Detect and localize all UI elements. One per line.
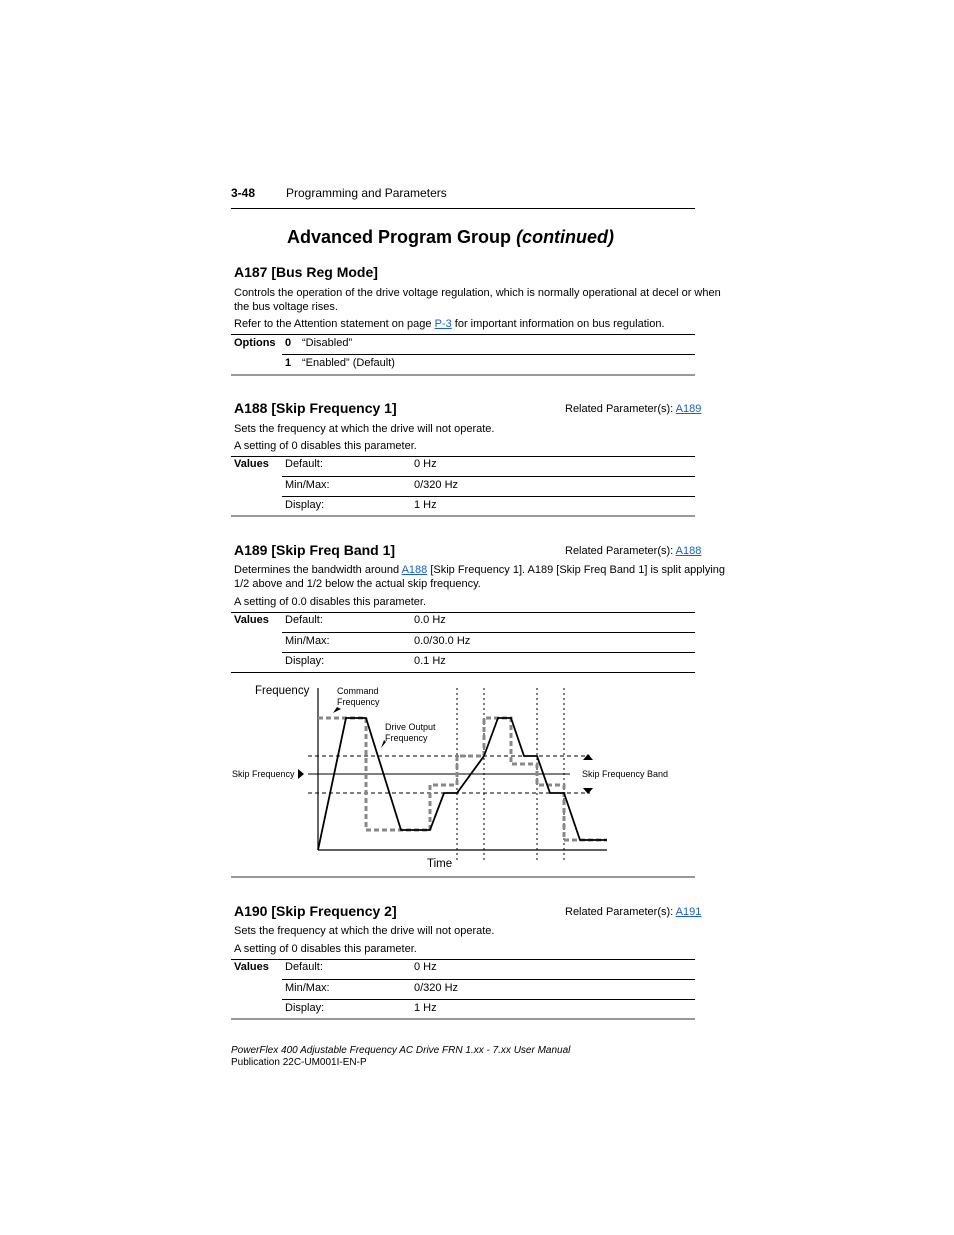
band-up-arrow-icon (583, 754, 593, 760)
a190-related-label: Related Parameter(s): (565, 906, 674, 918)
a188-desc-line1: Sets the frequency at which the drive will not operate. (234, 423, 495, 435)
a190-heading: A190 [Skip Frequency 2] (234, 903, 397, 919)
a190-value-val: 1 Hz (414, 1002, 437, 1014)
a189-value-key: Default: (285, 614, 323, 626)
diagram-y-label: Frequency (255, 685, 310, 697)
command-label-line1: Command (337, 686, 379, 696)
a190-value-key: Display: (285, 1002, 325, 1014)
a189-value-key: Min/Max: (285, 635, 330, 647)
skip-frequency-pointer-icon (298, 769, 304, 779)
page-number: 3-48 (231, 186, 256, 200)
a189-value-val: 0.0/30.0 Hz (414, 635, 471, 647)
a189-value-val: 0.1 Hz (414, 655, 446, 667)
a187-heading: A187 [Bus Reg Mode] (234, 264, 378, 280)
footer-publication: Publication 22C-UM001I-EN-P (231, 1057, 367, 1068)
diagram-command-label (337, 686, 380, 708)
a190-desc-line1: Sets the frequency at which the drive will not operate. (234, 925, 495, 937)
a188-desc-line2: A setting of 0 disables this parameter. (234, 440, 417, 452)
a190-related-link[interactable]: A191 (675, 906, 702, 918)
a190-value-val: 0 Hz (414, 961, 437, 973)
a188-related-label: Related Parameter(s): (565, 403, 674, 415)
a187-refer-pre: Refer to the Attention statement on page (234, 318, 432, 330)
a190-row-divider (282, 979, 695, 980)
a187-refer-link[interactable]: P-3 (434, 318, 452, 330)
a187-option-num: 0 (285, 337, 292, 349)
a189-related-link[interactable]: A188 (675, 545, 702, 557)
a189-heading: A189 [Skip Freq Band 1] (234, 542, 396, 558)
diagram-skip-frequency-label: Skip Frequency (232, 769, 295, 779)
output-label-line2: Frequency (385, 733, 428, 743)
a187-option-text: “Disabled” (302, 337, 353, 349)
a190-desc-line2: A setting of 0 disables this parameter. (234, 943, 417, 955)
a189-values-label: Values (234, 614, 269, 626)
a189-desc-post: [Skip Frequency 1]. A189 [Skip Freq Band 1] is split applying (430, 564, 726, 576)
a189-value-key: Display: (285, 655, 325, 667)
a188-related-link[interactable]: A189 (675, 403, 702, 415)
a189-value-val: 0.0 Hz (414, 614, 446, 626)
a188-value-val: 0 Hz (414, 458, 437, 470)
diagram-skip-band-label: Skip Frequency Band (582, 769, 669, 779)
footer-manual-title: PowerFlex 400 Adjustable Frequency AC Drive FRN 1.xx - 7.xx User Manual (231, 1045, 571, 1056)
a190-section-end (231, 1018, 695, 1020)
diagram-output-label (385, 722, 436, 744)
a187-desc-line1: Controls the operation of the drive voltage regulation, which is normally operational at decel or when (234, 287, 721, 299)
command-label-line2: Frequency (337, 697, 380, 707)
a190-value-key: Min/Max: (285, 982, 330, 994)
a189-desc-link[interactable]: A188 (401, 564, 428, 576)
a190-value-val: 0/320 Hz (414, 982, 459, 994)
a187-option-num: 1 (285, 357, 292, 369)
a190-value-key: Default: (285, 961, 323, 973)
a188-value-key: Display: (285, 499, 325, 511)
a188-value-key: Min/Max: (285, 479, 330, 491)
output-label-line1: Drive Output (385, 722, 436, 732)
a190-values-label: Values (234, 961, 269, 973)
a188-value-val: 1 Hz (414, 499, 437, 511)
a189-section-end (231, 876, 695, 878)
a187-options-label: Options (234, 337, 276, 349)
a187-refer-post: for important information on bus regulation. (454, 318, 665, 330)
a189-desc-pre: Determines the bandwidth around (234, 564, 400, 576)
section-title: Programming and Parameters (286, 186, 447, 200)
a188-heading: A188 [Skip Frequency 1] (234, 400, 397, 416)
a188-values-label: Values (234, 458, 269, 470)
page-title-suffix: (continued) (516, 227, 615, 247)
a190-row-divider (282, 999, 695, 1000)
a187-desc-line2: the bus voltage rises. (234, 301, 338, 313)
a189-related-label: Related Parameter(s): (565, 545, 674, 557)
a188-value-val: 0/320 Hz (414, 479, 459, 491)
a189-desc-line3: A setting of 0.0 disables this parameter. (234, 596, 427, 608)
a189-desc-line2: 1/2 above and 1/2 below the actual skip frequency. (234, 578, 481, 590)
diagram-x-label: Time (427, 858, 453, 870)
a187-option-text: “Enabled” (Default) (302, 357, 395, 369)
a190-table-top (231, 959, 695, 960)
a190-related (565, 906, 701, 918)
a188-value-key: Default: (285, 458, 323, 470)
page-title-main: Advanced Program Group (287, 227, 512, 247)
